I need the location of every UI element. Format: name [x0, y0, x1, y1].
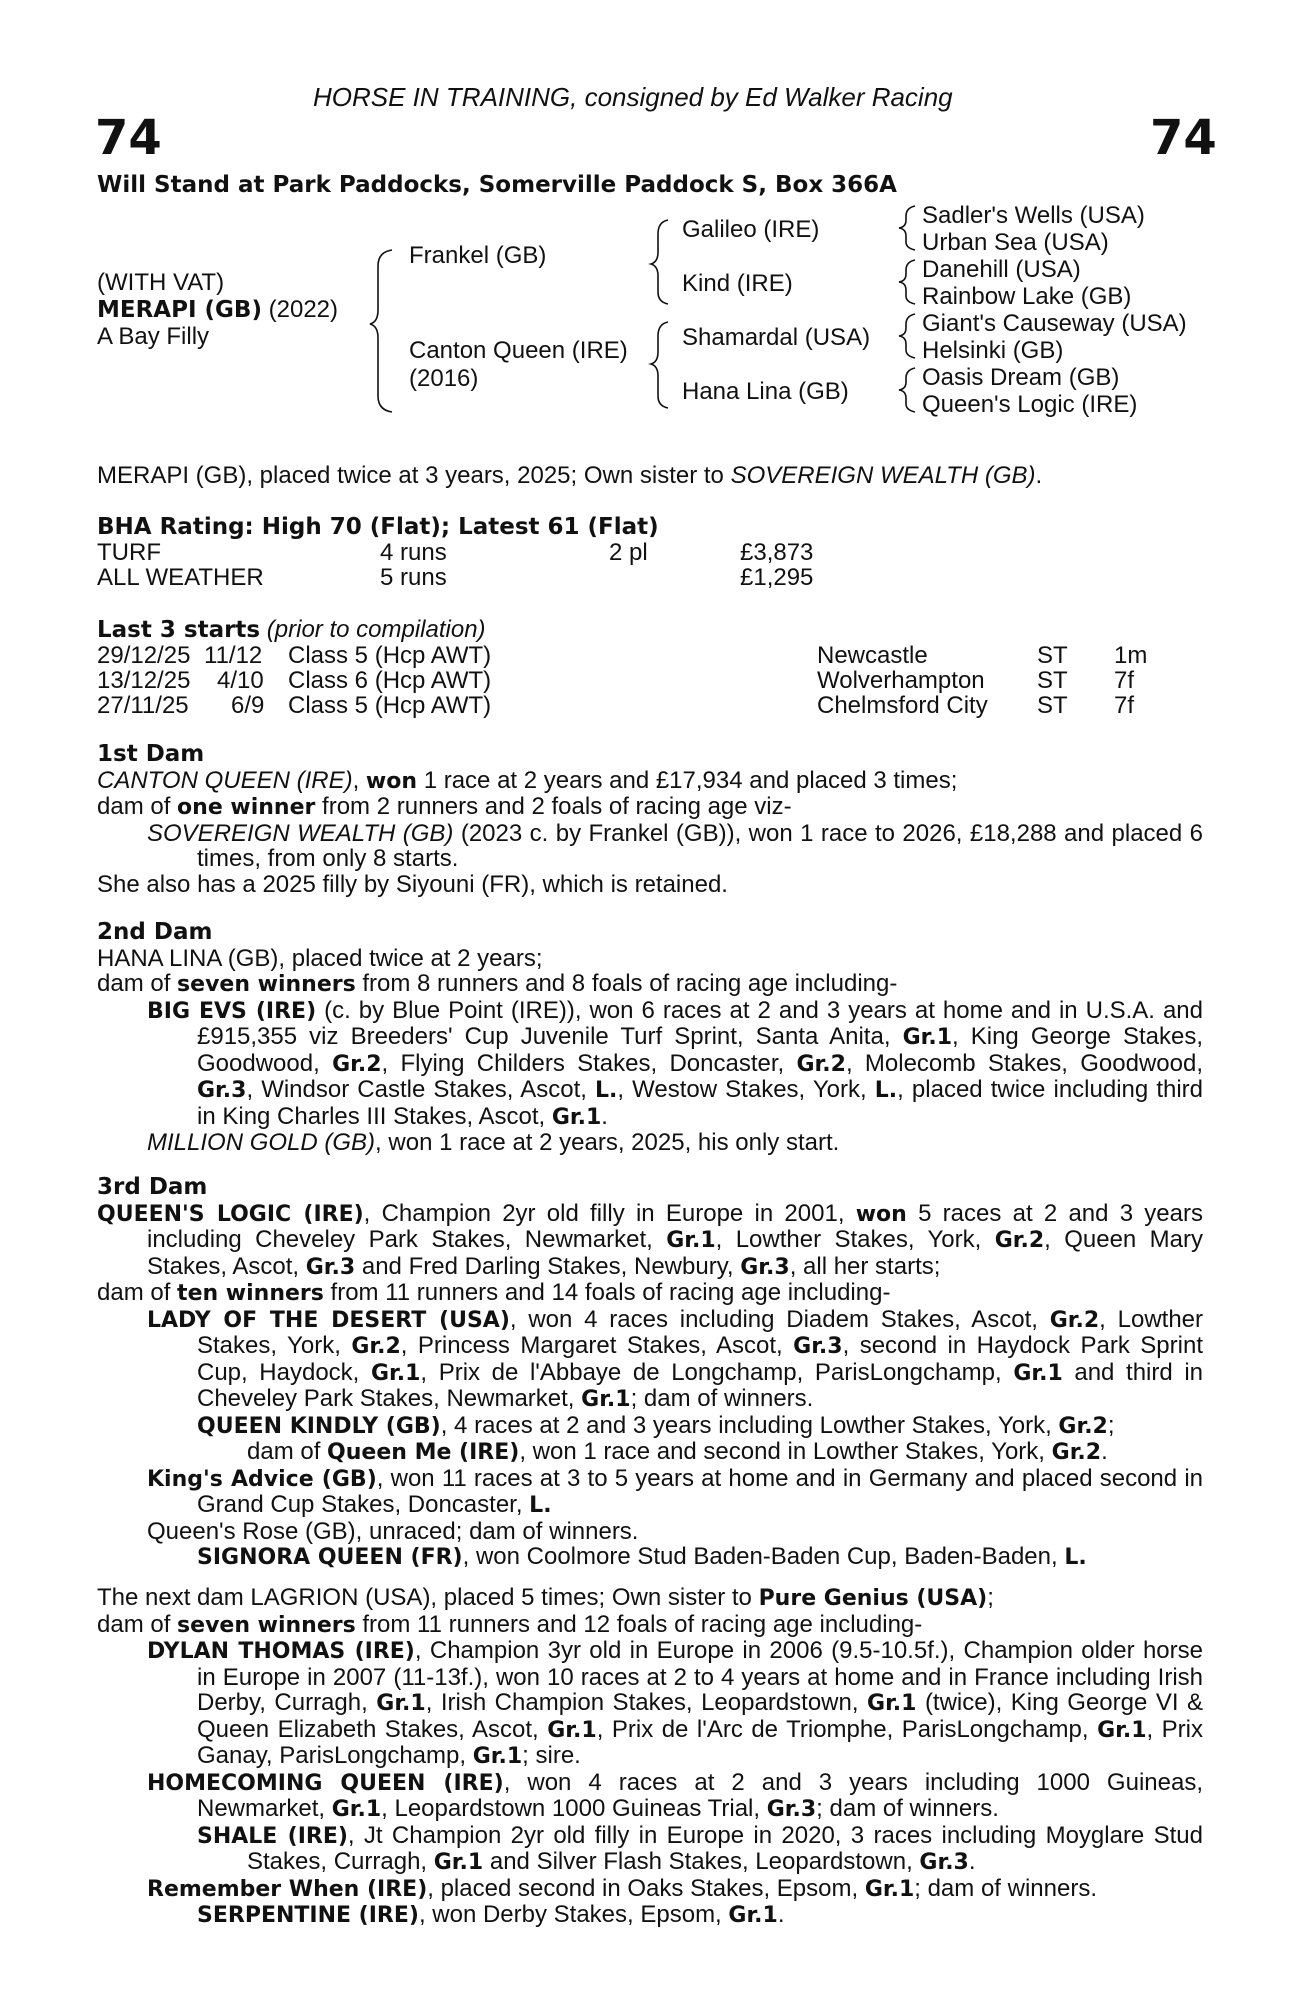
brace-dam [651, 322, 668, 408]
progeny-entry: SOVEREIGN WEALTH (GB) (2023 c. by Frankel (GB)), won 1 race to 2026, £18,288 and placed 6 times, from only 8 starts. [147, 819, 1203, 872]
pedigree-dam: Canton Queen (IRE) [409, 337, 628, 364]
third-dam-section: 3rd Dam QUEEN'S LOGIC (IRE), Champion 2yr old filly in Europe in 2001, won 5 races at 2 and 3 years including Cheveley Park Stakes, Newmarket, Gr.1, Lowther Stakes, York, Gr.2, Queen Mary Stakes, Ascot, Gr.3 and Fred Darling Stakes, Newbury, Gr.3, all her starts; dam of ten winners from 11 runners and 14 foals of racing age including- LADY OF THE DESERT (USA), won 4 races including Diadem Stakes, Ascot, Gr.2, Lowther Stakes, York, Gr.2, Princess Margaret Stakes, Ascot, Gr.3, second in Haydock Park Sprint Cup, Haydock, Gr.1, Prix de l'Abbaye de Longchamp, ParisLongchamp, Gr.1 and third in Cheveley Park Stakes, Newmarket, Gr.1; dam of winners. QUEEN KINDLY (GB), 4 races at 2 and 3 years including Lowther Stakes, York, Gr.2; dam of Queen Me (IRE), won 1 race and second in Lowther Stakes, York, Gr.2. King's Advice (GB), won 11 races at 3 to 5 years at home and in Germany and placed second in Grand Cup Stakes, Doncaster, L. Queen's Rose (GB), unraced; dam of winners. SIGNORA QUEEN (FR), won Coolmore Stud Baden-Baden Cup, Baden-Baden, L. [97, 1174, 1204, 1570]
progeny-entry: BIG EVS (IRE) (c. by Blue Point (IRE)), won 6 races at 2 and 3 years at home and in U.S.A. and £915,355 viz Breeders' Cup Juvenile Turf Sprint, Santa Anita, Gr.1, King George Stakes, Goodwood, Gr.2, Flying Childers Stakes, Doncaster, Gr.2, Molecomb Stakes, Goodwood, Gr.3, Windsor Castle Stakes, Ascot, L., Westow Stakes, York, L., placed twice including third in King Charles III Stakes, Ascot, Gr.1. [147, 996, 1204, 1130]
pedigree-dam-sire: Shamardal (USA) [682, 324, 871, 351]
vat-note: (WITH VAT) [97, 269, 225, 296]
pedigree-gen4-6: Helsinki (GB) [922, 337, 1064, 364]
lot-number-left: 74 [95, 110, 162, 166]
horse-description: A Bay Filly [97, 323, 210, 350]
pedigree-dam-year: (2016) [409, 365, 479, 392]
pedigree-gen4-1: Sadler's Wells (USA) [922, 202, 1145, 229]
pedigree-gen4-4: Rainbow Lake (GB) [922, 283, 1132, 310]
progeny-entry: MILLION GOLD (GB), won 1 race at 2 years, 2025, his only start. [147, 1129, 840, 1156]
brace-sire [651, 220, 668, 304]
progeny-entry: Remember When (IRE), placed second in Oaks Stakes, Epsom, Gr.1; dam of winners. [147, 1874, 1097, 1902]
progeny-entry: HOMECOMING QUEEN (IRE), won 4 races at 2 and 3 years including 1000 Guineas, Newmarket, Gr.1, Leopardstown 1000 Guineas Trial, Gr.3; dam of winners. [147, 1768, 1203, 1822]
pedigree-gen4-8: Queen's Logic (IRE) [922, 391, 1138, 418]
progeny-entry: LADY OF THE DESERT (USA), won 4 races including Diadem Stakes, Ascot, Gr.2, Lowther Stakes, York, Gr.2, Princess Margaret Stakes, Ascot, Gr.3, second in Haydock Park Sprint Cup, Haydock, Gr.1, Prix de l'Abbaye de Longchamp, ParisLongchamp, Gr.1 and third in Cheveley Park Stakes, Newmarket, Gr.1; dam of winners. [147, 1305, 1204, 1412]
progeny-entry: SIGNORA QUEEN (FR), won Coolmore Stud Baden-Baden Cup, Baden-Baden, L. [197, 1543, 1087, 1570]
pedigree-gen4-3: Danehill (USA) [922, 256, 1081, 283]
brace-horse [370, 250, 392, 412]
pedigree-dam-dam: Hana Lina (GB) [682, 378, 849, 405]
rating-title: BHA Rating: High 70 (Flat); Latest 61 (Flat) [97, 514, 659, 540]
progeny-entry: SHALE (IRE), Jt Champion 2yr old filly in Europe in 2020, 3 races including Moyglare Stud Stakes, Curragh, Gr.1 and Silver Flash Stakes, Leopardstown, Gr.3. [197, 1821, 1203, 1875]
first-dam-section: 1st Dam CANTON QUEEN (IRE), won 1 race at 2 years and £17,934 and placed 3 times; dam of one winner from 2 runners and 2 foals of racing age viz- SOVEREIGN WEALTH (GB) (2023 c. by Frankel (GB)), won 1 race to 2026, £18,288 and placed 6 times, from only 8 starts. She also has a 2025 filly by Siyouni (FR), which is retained. [97, 741, 1203, 898]
horse-year: (2022) [268, 296, 339, 323]
pedigree-sire: Frankel (GB) [409, 242, 547, 269]
pedigree-gen4-5: Giant's Causeway (USA) [922, 310, 1187, 337]
stabling-location: Will Stand at Park Paddocks, Somerville Paddock S, Box 366A [97, 172, 897, 198]
progeny-entry: King's Advice (GB), won 11 races at 3 to 5 years at home and in Germany and placed second in Grand Cup Stakes, Doncaster, L. [147, 1464, 1203, 1518]
pedigree-gen4-7: Oasis Dream (GB) [922, 364, 1120, 391]
sister-name: SOVEREIGN WEALTH (GB) [730, 462, 1036, 489]
horse-name: MERAPI (GB) [97, 297, 262, 323]
pedigree-sire-sire: Galileo (IRE) [682, 216, 820, 243]
lot-number-right: 74 [1150, 110, 1217, 166]
summary-line: MERAPI (GB), placed twice at 3 years, 2025; Own sister to SOVEREIGN WEALTH (GB). [97, 462, 1043, 489]
progeny-entry: QUEEN KINDLY (GB), 4 races at 2 and 3 years including Lowther Stakes, York, Gr.2; [197, 1411, 1115, 1439]
progeny-entry: DYLAN THOMAS (IRE), Champion 3yr old in Europe in 2006 (9.5-10.5f.), Champion older horse in Europe in 2007 (11-13f.), won 10 races at 2 to 4 years at home and in France including Irish Derby, Curragh, Gr.1, Irish Champion Stakes, Leopardstown, Gr.1 (twice), King George VI & Queen Elizabeth Stakes, Ascot, Gr.1, Prix de l'Arc de Triomphe, ParisLongchamp, Gr.1, Prix Ganay, ParisLongchamp, Gr.1; sire. [147, 1637, 1204, 1769]
consignment-header: HORSE IN TRAINING, consigned by Ed Walker Racing [313, 82, 953, 112]
pedigree-gen4-2: Urban Sea (USA) [922, 229, 1109, 256]
progeny-entry: SERPENTINE (IRE), won Derby Stakes, Epsom, Gr.1. [197, 1901, 785, 1928]
pedigree-sire-dam: Kind (IRE) [682, 270, 793, 297]
next-dam-section: The next dam LAGRION (USA), placed 5 times; Own sister to Pure Genius (USA); dam of seven winners from 11 runners and 12 foals of racing age including- DYLAN THOMAS (IRE), Champion 3yr old in Europe in 2006 (9.5-10.5f.), Champion older horse in Europe in 2007 (11-13f.), won 10 races at 2 to 4 years at home and in France including Irish Derby, Curragh, Gr.1, Irish Champion Stakes, Leopardstown, Gr.1 (twice), King George VI & Queen Elizabeth Stakes, Ascot, Gr.1, Prix de l'Arc de Triomphe, ParisLongchamp, Gr.1, Prix Ganay, ParisLongchamp, Gr.1; sire. HOMECOMING QUEEN (IRE), won 4 races at 2 and 3 years including 1000 Guineas, Newmarket, Gr.1, Leopardstown 1000 Guineas Trial, Gr.3; dam of winners. SHALE (IRE), Jt Champion 2yr old filly in Europe in 2020, 3 races including Moyglare Stud Stakes, Curragh, Gr.1 and Silver Flash Stakes, Leopardstown, Gr.3. Remember When (IRE), placed second in Oaks Stakes, Epsom, Gr.1; dam of winners. SERPENTINE (IRE), won Derby Stakes, Epsom, Gr.1. [97, 1584, 1204, 1928]
starts-heading: Last 3 starts (prior to compilation) [97, 616, 486, 643]
progeny-entry: Queen's Rose (GB), unraced; dam of winners. [147, 1517, 639, 1545]
second-dam-section: 2nd Dam HANA LINA (GB), placed twice at 2 years; dam of seven winners from 8 runners and 8 foals of racing age including- BIG EVS (IRE) (c. by Blue Point (IRE)), won 6 races at 2 and 3 years at home and in U.S.A. and £915,355 viz Breeders' Cup Juvenile Turf Sprint, Santa Anita, Gr.1, King George Stakes, Goodwood, Gr.2, Flying Childers Stakes, Doncaster, Gr.2, Molecomb Stakes, Goodwood, Gr.3, Windsor Castle Stakes, Ascot, L., Westow Stakes, York, L., placed twice including third in King Charles III Stakes, Ascot, Gr.1. MILLION GOLD (GB), won 1 race at 2 years, 2025, his only start. [97, 919, 1204, 1156]
